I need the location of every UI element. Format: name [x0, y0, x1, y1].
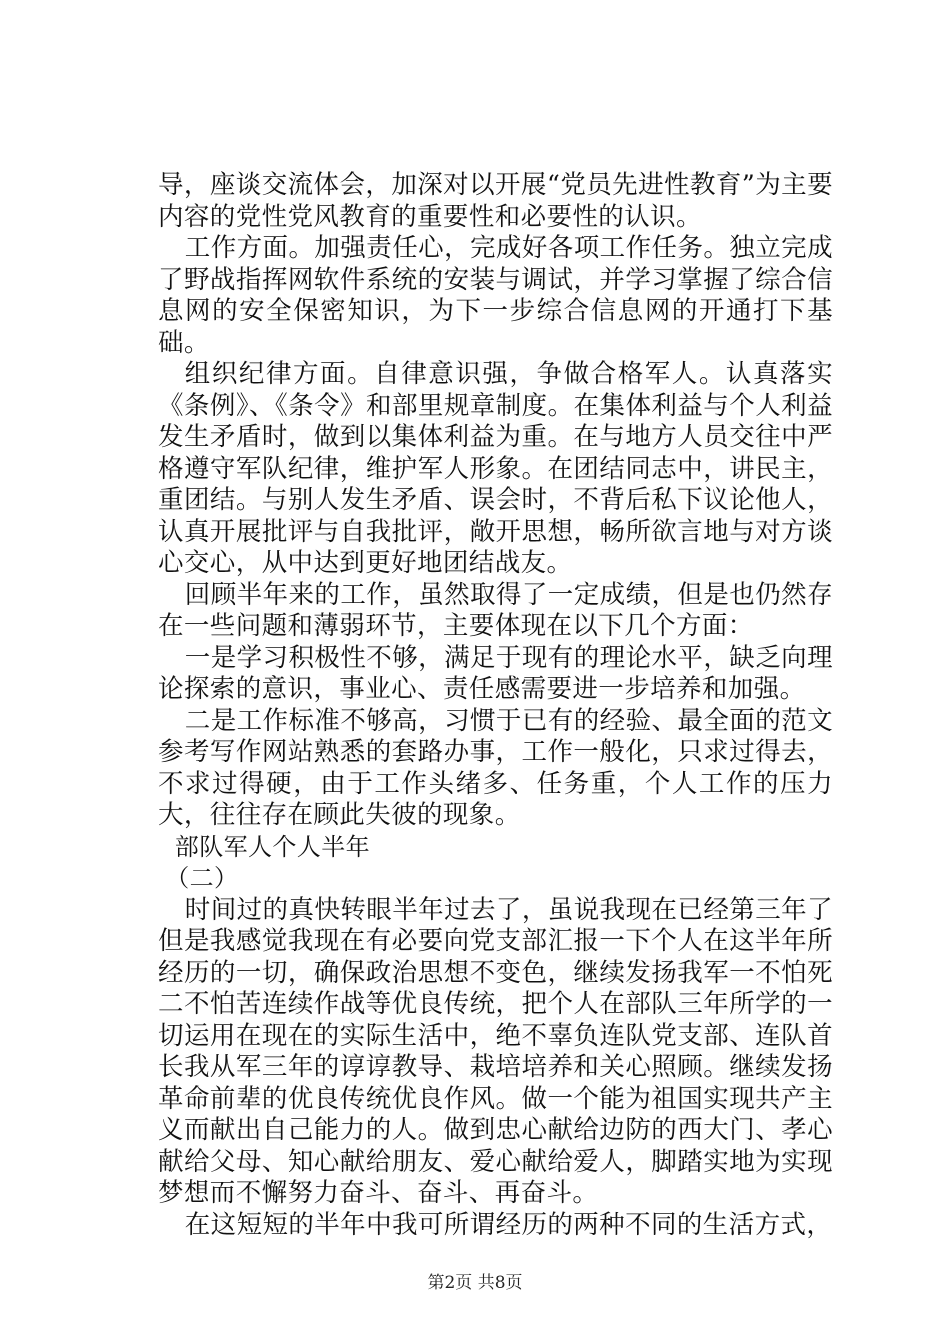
paragraph: 导，座谈交流体会，加深对以开展“党员先进性教育”为主要内容的党性党风教育的重要性和必要性的认识。 — [158, 170, 833, 232]
paragraph: 工作方面。加强责任心，完成好各项工作任务。独立完成了野战指挥网软件系统的安装与调试，并学习掌握了综合信息网的安全保密知识，为下一步综合信息网的开通打下基础。 — [158, 233, 833, 358]
section-heading: 部队军人个人半年 — [174, 832, 370, 861]
paragraph: 在这短短的半年中我可所谓经历的两种不同的生活方式， — [184, 1209, 833, 1240]
page-number-footer: 第2页 共8页 — [427, 1273, 523, 1293]
paragraph: 一是学习积极性不够，满足于现有的理论水平，缺乏向理论探索的意识，事业心、责任感需要进一步培养和加强。 — [158, 642, 833, 704]
paragraph: 时间过的真快转眼半年过去了，虽说我现在已经第三年了但是我感觉我现在有必要向党支部汇报一下个人在这半年所经历的一切，确保政治思想不变色，继续发扬我军一不怕死二不怕苦连续作战等优良传统，把个人在部队三年所学的一切运用在现在的实际生活中，绝不辜负连队党支部、连队首长我从军三年的谆谆教导、栽培培养和关心照顾。继续发扬革命前辈的优良传统优良作风。做一个能为祖国实现共产主义而献出自己能力的人。做到忠心献给边防的西大门、孝心献给父母、知心献给朋友、爱心献给爱人，脚踏实地为实现梦想而不懈努力奋斗、奋斗、再奋斗。 — [158, 894, 833, 1208]
paragraph: 回顾半年来的工作，虽然取得了一定成绩，但是也仍然存在一些问题和薄弱环节，主要体现在以下几个方面： — [158, 579, 833, 641]
section-subheading: （二） — [165, 864, 239, 892]
document-body — [158, 170, 833, 1241]
paragraph: 组织纪律方面。自律意识强，争做合格军人。认真落实《条例》、《条令》和部里规章制度。在集体利益与个人利益发生矛盾时，做到以集体利益为重。在与地方人员交往中严格遵守军队纪律，维护军人形象。在团结同志中，讲民主，重团结。与别人发生矛盾、误会时，不背后私下议论他人，认真开展批评与自我批评，敞开思想，畅所欲言地与对方谈心交心，从中达到更好地团结战友。 — [158, 359, 833, 578]
paragraph: 二是工作标准不够高，习惯于已有的经验、最全面的范文参考写作网站熟悉的套路办事，工作一般化，只求过得去，不求过得硬，由于工作头绪多、任务重，个人工作的压力大，往往存在顾此失彼的现象。 — [158, 705, 833, 830]
